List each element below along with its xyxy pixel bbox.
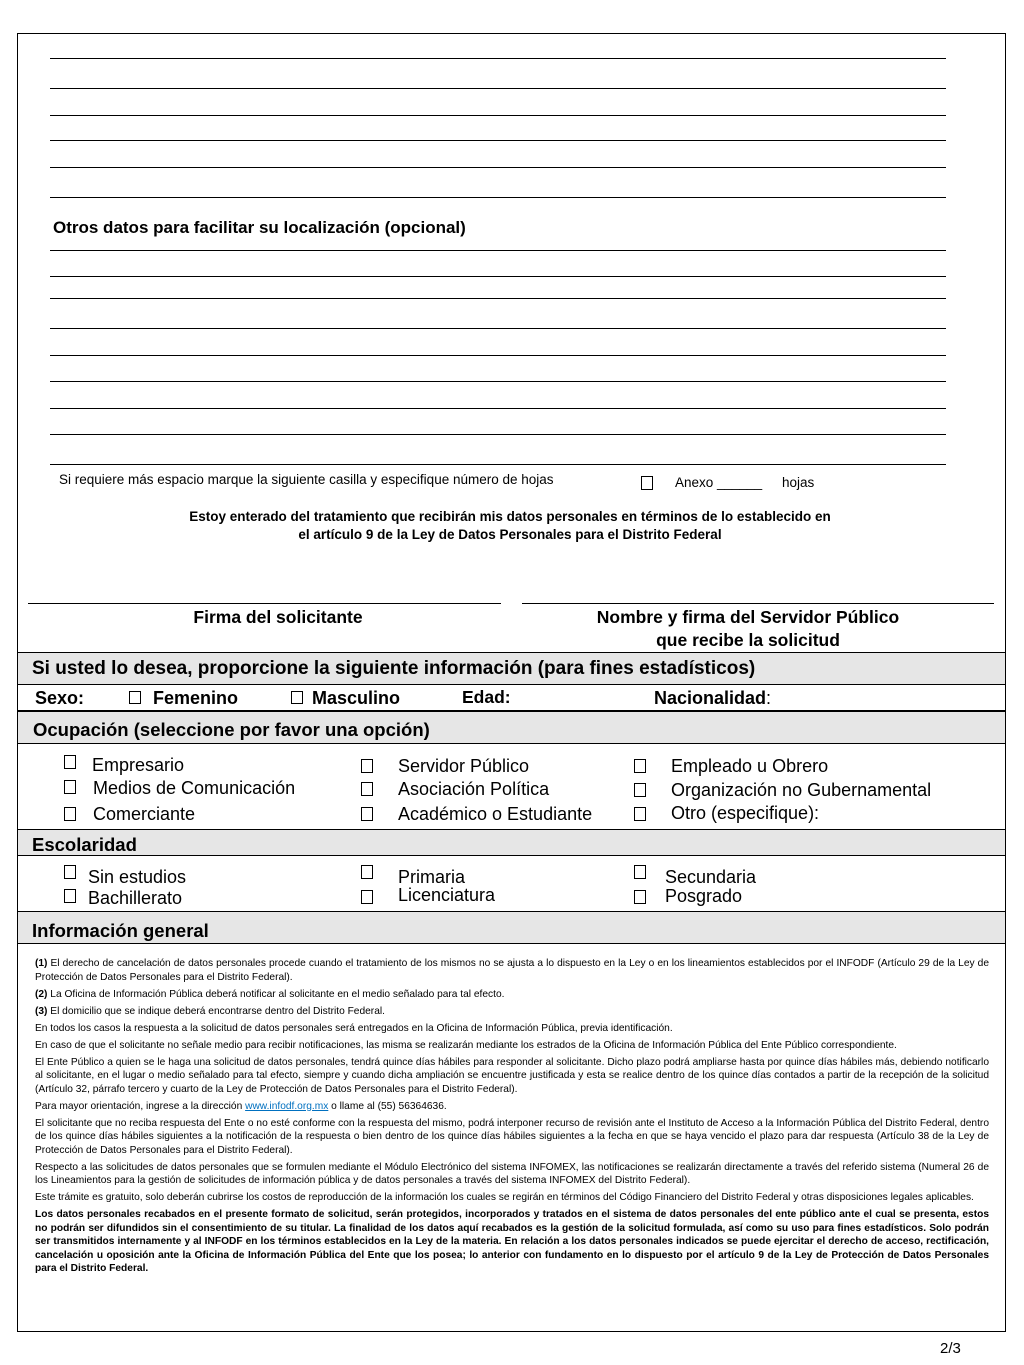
servidor-checkbox[interactable]	[361, 759, 373, 773]
sin-estudios-checkbox[interactable]	[64, 865, 76, 879]
writing-line[interactable]	[50, 381, 946, 382]
empleado-label: Empleado u Obrero	[671, 756, 829, 776]
writing-line[interactable]	[50, 197, 946, 198]
anexo-instruction: Si requiere más espacio marque la siguiente casilla y especifique número de hojas	[59, 472, 554, 487]
bachillerato-label: Bachillerato	[88, 888, 183, 908]
ong-checkbox[interactable]	[634, 783, 646, 797]
writing-line[interactable]	[50, 276, 946, 277]
note-text-3: El domicilio que se indique deberá encontrarse dentro del Distrito Federal.	[47, 1005, 385, 1017]
writing-line[interactable]	[50, 464, 946, 465]
bachillerato-checkbox[interactable]	[64, 889, 76, 903]
info-paragraph-5: En caso de que el solicitante no señale medio para recibir notificaciones, las misma se realizarán mediante los estrados de la Oficina de Información Pública del Ente Público correspondiente.	[35, 1039, 897, 1051]
statement-line-1: Estoy enterado del tratamiento que recibirán mis datos personales en términos de lo establecido en	[189, 509, 831, 524]
informacion-title: Información general	[32, 920, 209, 941]
servidor-label: Servidor Público	[398, 756, 530, 776]
writing-line[interactable]	[50, 250, 946, 251]
asociacion-checkbox[interactable]	[361, 782, 373, 796]
comerciante-checkbox[interactable]	[64, 807, 76, 821]
info-paragraph-8: El solicitante que no reciba respuesta del Ente o no esté conforme con la respuesta del mismo, podrá interponer recurso de revisión ante el Instituto de Acceso a la Información Pública del Distrito Federal, dentro de los quince días hábiles siguientes a la notificación de la respuesta o bien dentro de los quince días hábiles siguientes a la fecha en que se haya vencido el plazo para dar respuesta (Artículo 38 de la Ley de Protección de Datos Personales para el Distrito Federal).	[35, 1117, 989, 1156]
comerciante-label: Comerciante	[93, 804, 196, 824]
ocupacion-title: Ocupación (seleccione por favor una opción)	[33, 719, 430, 740]
info-paragraph-6: El Ente Público a quien se le haga una solicitud de datos personales, tendrá quince días hábiles para responder al solicitante. Dicho plazo podrá ampliarse hasta por quince días hábiles más, debiendo notificarlo al solicitante, en el lugar o medio señalado para tal efecto, siempre y cuando dicha ampliación se encuentre justificada y esta se realice dentro de los quince días contados a partir de la recepción de la solicitud (Artículo 32, párrafo tercero y cuarto de la Ley de Protección de Datos Personales para el Distrito Federal).	[35, 1056, 989, 1095]
licenciatura-label: Licenciatura	[398, 885, 496, 905]
secundaria-checkbox[interactable]	[634, 865, 646, 879]
informacion-header	[18, 911, 1005, 944]
page-number: 2/3	[940, 1340, 961, 1357]
ocupacion-header	[18, 710, 1005, 744]
note-text-1: El derecho de cancelación de datos personales procede cuando el tratamiento de los mismos no se ajusta a lo dispuesto en la Ley o en los lineamientos establecidos por el INFODF (Artículo 29 de la Ley de Protección de Datos Personales para el Distrito Federal).	[35, 958, 989, 983]
firma-servidor-label-2: que recibe la solicitud	[656, 630, 840, 650]
anexo-label: Anexo ______	[675, 475, 763, 490]
writing-line[interactable]	[50, 167, 946, 168]
info-paragraph-10: Este trámite es gratuito, solo deberán cubrirse los costos de reproducción de la información los cuales se regirán en términos del Código Financiero del Distrito Federal y otras disposiciones legales aplicables.	[35, 1192, 974, 1203]
femenino-checkbox[interactable]	[129, 691, 141, 704]
writing-line[interactable]	[50, 434, 946, 435]
asociacion-label: Asociación Política	[398, 779, 550, 799]
nacionalidad-label: Nacionalidad	[654, 688, 767, 708]
academico-label: Académico o Estudiante	[398, 804, 593, 824]
anexo-checkbox[interactable]	[641, 476, 653, 490]
writing-line[interactable]	[50, 408, 946, 409]
estadisticos-header	[18, 652, 1005, 685]
writing-line[interactable]	[50, 88, 946, 89]
empresario-label: Empresario	[92, 755, 185, 775]
writing-line[interactable]	[50, 58, 946, 59]
writing-line[interactable]	[50, 115, 946, 116]
writing-line[interactable]	[50, 355, 946, 356]
sexo-label: Sexo:	[35, 688, 85, 708]
note-text-2: La Oficina de Información Pública deberá notificar al solicitante en el medio señalado para tal efecto.	[47, 988, 505, 1000]
medios-checkbox[interactable]	[64, 780, 76, 794]
escolaridad-title: Escolaridad	[32, 834, 137, 855]
infodf-link[interactable]: www.infodf.org.mx	[245, 1100, 329, 1112]
nacionalidad-field	[654, 688, 771, 709]
info-paragraph-1	[35, 957, 989, 984]
writing-line[interactable]	[50, 140, 946, 141]
posgrado-label: Posgrado	[665, 886, 743, 906]
femenino-label: Femenino	[153, 688, 239, 708]
secundaria-label: Secundaria	[665, 867, 757, 887]
telefono-text: o llame al (55) 56364636.	[328, 1100, 447, 1112]
info-paragraph-7	[35, 1100, 989, 1114]
otro-checkbox[interactable]	[634, 807, 646, 821]
posgrado-checkbox[interactable]	[634, 890, 646, 904]
note-number-3: (3)	[35, 1005, 48, 1017]
writing-line[interactable]	[50, 328, 946, 329]
medios-label: Medios de Comunicación	[93, 778, 296, 798]
orientacion-text: Para mayor orientación, ingrese a la dirección	[35, 1100, 246, 1112]
edad-label: Edad:	[462, 687, 511, 707]
info-paragraph-3	[35, 1005, 989, 1019]
note-number-2: (2)	[35, 988, 48, 1000]
sin-estudios-label: Sin estudios	[88, 867, 187, 887]
firma-servidor-label-1: Nombre y firma del Servidor Público	[596, 607, 900, 627]
empleado-checkbox[interactable]	[634, 759, 646, 773]
statement-line-2: el artículo 9 de la Ley de Datos Personales para el Distrito Federal	[298, 527, 722, 542]
masculino-checkbox[interactable]	[291, 691, 303, 704]
otro-label: Otro (especifique):	[671, 803, 820, 823]
ong-label: Organización no Gubernamental	[671, 780, 932, 800]
licenciatura-checkbox[interactable]	[361, 890, 373, 904]
estadisticos-title: Si usted lo desea, proporcione la siguiente información (para fines estadísticos)	[32, 658, 756, 679]
informacion-body	[35, 957, 989, 1279]
firma-solicitante-label: Firma del solicitante	[193, 607, 363, 627]
info-paragraph-4: En todos los casos la respuesta a la solicitud de datos personales será entregados en la Oficina de Información Pública, previa identificación.	[35, 1022, 673, 1034]
anexo-suffix: hojas	[782, 475, 815, 490]
info-paragraph-9: Respecto a las solicitudes de datos personales que se formulen mediante el Módulo Electrónico del sistema INFOMEX, las notificaciones se realizarán directamente a través del referido sistema (Numeral 26 de los Lineamientos para la gestión de solicitudes de información pública y de datos personales a través del sistema INFOMEX del Distrito Federal).	[35, 1161, 989, 1186]
nacionalidad-colon: :	[766, 688, 772, 708]
academico-checkbox[interactable]	[361, 807, 373, 821]
masculino-label: Masculino	[312, 688, 401, 708]
writing-line[interactable]	[50, 298, 946, 299]
primaria-checkbox[interactable]	[361, 865, 373, 879]
primaria-label: Primaria	[398, 867, 466, 887]
localizacion-title: Otros datos para facilitar su localización (opcional)	[53, 218, 466, 237]
info-paragraph-11: Los datos personales recabados en el presente formato de solicitud, serán protegidos, incorporados y tratados en el sistema de datos personales del ente público ante el cual se presenta, estos no podrán ser difundidos sin el consentimiento de su titular. La finalidad de los datos aquí recabados es la gestión de la solicitud formulada, así como su uso para fines estadísticos. Solo podrán ser transmitidos internamente y al INFODF en los términos establecidos en la Ley de la materia. En relación a los datos personales indicados se puede ejercitar el derecho de acceso, rectificación, cancelación u oposición ante la Oficina de Información Pública del Ente que los posea; lo anterior con fundamento en lo dispuesto por el artículo 9 de la Ley de Protección de Datos Personales para el Distrito Federal.	[35, 1209, 989, 1274]
empresario-checkbox[interactable]	[64, 755, 76, 769]
info-paragraph-2	[35, 988, 989, 1002]
escolaridad-header	[18, 829, 1005, 856]
firma-servidor-line[interactable]	[522, 603, 994, 604]
note-number-1: (1)	[35, 958, 48, 969]
firma-solicitante-line[interactable]	[28, 603, 501, 604]
